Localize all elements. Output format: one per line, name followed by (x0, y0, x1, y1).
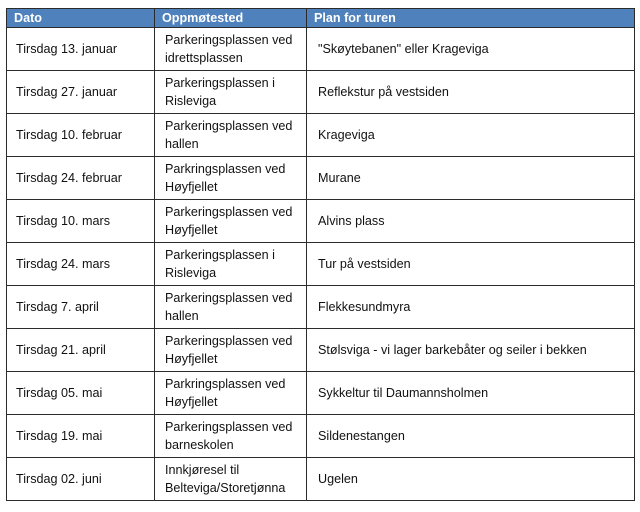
meeting-place-cell: Parkeringsplassen i Risleviga (155, 243, 307, 286)
table-row (7, 415, 635, 458)
table-row (7, 157, 635, 200)
plan-cell: Ugelen (307, 458, 635, 501)
meeting-place-cell: Parkeringsplassen i Risleviga (155, 71, 307, 114)
meeting-place-cell: Parkeringsplassen ved barneskolen (155, 415, 307, 458)
date-cell: Tirsdag 10. mars (7, 200, 155, 243)
table-row (7, 28, 635, 71)
plan-cell: Reflekstur på vestsiden (307, 71, 635, 114)
meeting-place-cell: Parkeringsplassen ved hallen (155, 114, 307, 157)
meeting-place-cell: Parkeringsplassen ved idrettsplassen (155, 28, 307, 71)
plan-cell: Murane (307, 157, 635, 200)
plan-cell: Krageviga (307, 114, 635, 157)
meeting-place-cell: Innkjøresel til Belteviga/Storetjønna (155, 458, 307, 501)
table-row (7, 71, 635, 114)
date-cell: Tirsdag 7. april (7, 286, 155, 329)
plan-cell: "Skøytebanen" eller Krageviga (307, 28, 635, 71)
date-cell: Tirsdag 21. april (7, 329, 155, 372)
table-body (7, 28, 635, 501)
table-row (7, 243, 635, 286)
table-row (7, 458, 635, 501)
meeting-place-cell: Parkeringsplassen ved Høyfjellet (155, 329, 307, 372)
plan-cell: Flekkesundmyra (307, 286, 635, 329)
header-meeting-place: Oppmøtested (155, 9, 307, 28)
table-row (7, 114, 635, 157)
header-row (7, 9, 635, 28)
date-cell: Tirsdag 02. juni (7, 458, 155, 501)
date-cell: Tirsdag 24. mars (7, 243, 155, 286)
date-cell: Tirsdag 19. mai (7, 415, 155, 458)
date-cell: Tirsdag 10. februar (7, 114, 155, 157)
meeting-place-cell: Parkeringsplassen ved hallen (155, 286, 307, 329)
table-row (7, 286, 635, 329)
meeting-place-cell: Parkringsplassen ved Høyfjellet (155, 157, 307, 200)
plan-cell: Stølsviga - vi lager barkebåter og seiler i bekken (307, 329, 635, 372)
header-plan: Plan for turen (307, 9, 635, 28)
date-cell: Tirsdag 13. januar (7, 28, 155, 71)
meeting-place-cell: Parkringsplassen ved Høyfjellet (155, 372, 307, 415)
table-header (7, 9, 635, 28)
meeting-place-cell: Parkeringsplassen ved Høyfjellet (155, 200, 307, 243)
plan-cell: Sykkeltur til Daumannsholmen (307, 372, 635, 415)
date-cell: Tirsdag 05. mai (7, 372, 155, 415)
date-cell: Tirsdag 24. februar (7, 157, 155, 200)
header-date: Dato (7, 9, 155, 28)
table-row (7, 329, 635, 372)
table-row (7, 200, 635, 243)
plan-cell: Alvins plass (307, 200, 635, 243)
date-cell: Tirsdag 27. januar (7, 71, 155, 114)
table-row (7, 372, 635, 415)
schedule-sheet (6, 8, 634, 506)
plan-cell: Sildenestangen (307, 415, 635, 458)
schedule-table (6, 8, 635, 501)
plan-cell: Tur på vestsiden (307, 243, 635, 286)
